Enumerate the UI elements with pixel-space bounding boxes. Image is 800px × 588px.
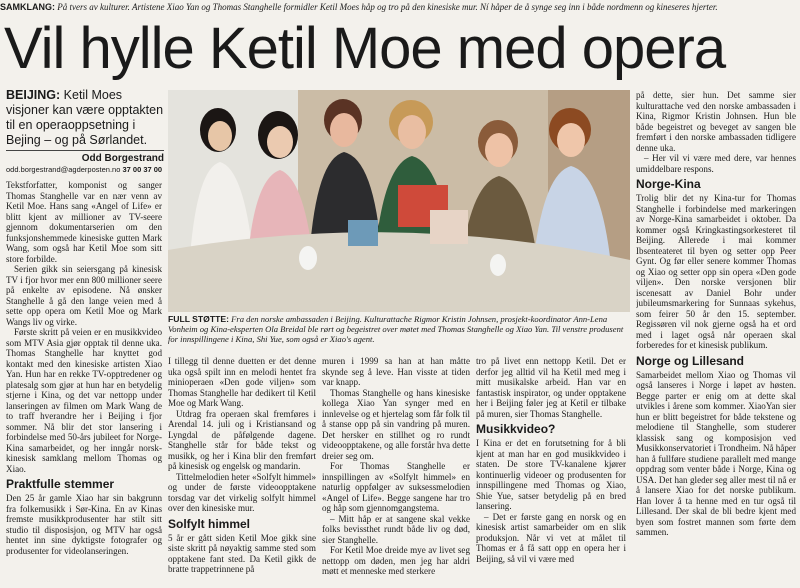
col1-paragraph: Den 25 år gamle Xiao har sin bakgrunn fra folkemusikk i Sør-Kina. En av Kinas fremste musikkprodusenter har stilt sitt studio til disposisjon, og MTV har også hentet inn sine dyktigste fotografer og produsenter for videolanseringen. xyxy=(6,493,162,556)
col5-heading: Norge-Kina xyxy=(636,177,701,191)
col4-paragraph: I Kina er det en forutsetning for å bli kjent at man har en god musikkvideo i staten. De store TV-kanalene kjører kontinuerlig videoer og produsenten for innspillingene med Thomas og Xiao, Shie Yue, satser betydelig på en bred lansering. xyxy=(476,438,626,511)
col4-heading: Musikkvideo? xyxy=(476,422,556,436)
col5-paragraph: – Her vil vi være med dere, var hennes umiddelbare respons. xyxy=(636,153,796,174)
col3-paragraph: muren i 1999 sa han at han måtte skynde seg å leve. Han visste at tiden var knapp. xyxy=(322,356,470,387)
article-column-4 xyxy=(476,356,626,585)
col1-paragraph: Tekstforfatter, komponist og sanger Thomas Stanghelle var en nær venn av Ketil Moe. Hans sang «Angel of Life» er blitt kjent av millioner av TV-seere gjennom dokumentarserien om den funksjonshemmede kinesiske gutten Mark Wang, som også har Ketil Moe som sitt store forbilde. xyxy=(6,180,162,264)
caption-text: Fra den norske ambassaden i Beijing. Kulturattache Rigmor Kristin Johnsen, prosjekt-koordinator Ann-Lena Vonheim og Kina-eksperten Ola Breidal ble rørt og begeistret over møtet med Thomas Stanghelle og Xiao Yan. Til venstre produsent for innspillingene i Kina, Shi Yue, som også er Xiao's agent. xyxy=(168,314,624,344)
photo-cup xyxy=(490,254,506,276)
col3-paragraph: – Mitt håp er at sangene skal vekke folks bevissthet rundt både liv og død, sier Stanghelle. xyxy=(322,513,470,545)
col5-heading-2: Norge og Lillesand xyxy=(636,353,745,368)
photo-cd-cover xyxy=(430,210,468,244)
col1-paragraph: Første skritt på veien er en musikkvideo som MTV Asia gjør opptak til denne uka. Thomas Stanghelle har knyttet god kontakt med den kinesiske artisten Xiao Yan. Hun har en rekke TV-opptredener og platesalg som gjør at hun har en betydelig stjerne i Kina, og det var nettopp under lanseringen av filmen om Mark Wang de to traff hverandre her i Beijing i fjor sommer. Nå blir det stor lansering i forbindelse med 50-års jubileet for Norge-Kina samarbeidet, og her inngår norsk-kinesisk samklang mellom Thomas og Xiao. xyxy=(6,327,162,474)
col1-heading: Praktfulle stemmer xyxy=(6,477,115,491)
article-column-2 xyxy=(168,356,316,585)
col5-paragraph: Trolig blir det ny Kina-tur for Thomas Stanghelle i forbindelse med markeringen av Norge-Kina samarbeidet i oktober. Da kommer også Kringkastingsorkesteret til Beijing. Allerede i mai kommer Ibsenteateret til byen og setter opp Peer Gynt. Og før eller senere kommer Thomas og Xiao og setter opp sin opera «Den gode viljen». Den norske versjonen blir iscenesatt av Daniel Bohr under jubileumsmarkering for Sunnaas sykehus, som feirer 50 år den 15. september. Regissøren vil nok gjerne også ha et ord med i laget også når operaen skal forberedes for et kinesisk publikum. xyxy=(636,193,796,350)
byline xyxy=(6,150,164,174)
photo-cup xyxy=(299,246,317,270)
photo-caption xyxy=(168,314,630,352)
col4-paragraph: – Det er første gang en norsk og en kinesisk artist samarbeider om en slik produksjon. Når vi vet at målet til Thomas er å få satt opp en opera her i Beijing, så vil vi være med xyxy=(476,511,626,564)
byline-email: odd.borgestrand@agderposten.no xyxy=(6,165,121,174)
col5-paragraph: på dette, sier hun. Det samme sier kulturattache ved den norske ambassaden i Kina, Rigmor Kristin Johnsen. Hun ble både begeistret og beveget av sangen ble fremført i den norske ambassaden tidligere denne uka. xyxy=(636,90,796,153)
col2-paragraph: Utdrag fra operaen skal fremføres i Arendal 14. juli og i Kristiansand og Lyngdal de påfølgende dagene. Stanghelle står for både tekst og musikk, og her i Kina blir den fremført på kinesisk og engelsk og mandarin. xyxy=(168,408,316,471)
lead-text: Ketil Moes visjoner kan være opptakten til en operaoppsetning i Bejing – og på Sørlandet. xyxy=(6,88,164,147)
photo-cd-cover xyxy=(348,220,378,246)
col1-paragraph: Serien gikk sin seiersgang på kinesisk TV i fjor hvor mer enn 800 millioner seere på enkelte av episodene. Nå ønsker Stanghelle å gå den lange veien med å sette opp opera om Ketil Moe og Mark Wangs liv og virke. xyxy=(6,264,162,327)
col4-paragraph: tro på livet enn nettopp Ketil. Det er derfor jeg alltid vil ha Ketil med meg i mitt musikalske arbeid. Han var en fantastisk inspirator, og under opptakene her i Beijing føler jeg at Ketil er tilbake på muren, sier Thomas Stanghelle. xyxy=(476,356,626,419)
kicker-strip xyxy=(0,0,800,14)
col3-paragraph: For Ketil Moe dreide mye av livet seg nettopp om døden, men jeg har aldri møtt et menneske med sterkere xyxy=(322,545,470,576)
col2-paragraph: I tillegg til denne duetten er det denne uka også spilt inn en melodi hentet fra minioperaen «Den gode viljen» som Thomas Stanghelle har dedikert til Ketil Moe og Mark Wang. xyxy=(168,356,316,408)
lead xyxy=(6,88,164,148)
kicker-text: På tvers av kulturer. Artistene Xiao Yan og Thomas Stanghelle formidler Ketil Moes håp og tro på den kinesiske mur. Ní håper de å synge seg inn i både nordmenn og kineseres hjerter. xyxy=(57,2,718,12)
article-column-5 xyxy=(636,90,796,585)
col3-paragraph: For Thomas Stanghelle er innspillingen av «Solfylt himmel» en naturlig oppfølger av suksessmelodien «Angel of Life». Begge sangene har tro og håp som gjennomgangstema. xyxy=(322,461,470,513)
col2-paragraph: 5 år er gått siden Ketil Moe gikk sine siste skritt på nøyaktig samme sted som opptakene fant sted. Da Ketil gikk de bratte trappetrinnene på xyxy=(168,532,316,574)
byline-contact xyxy=(6,165,164,174)
photo-illustration xyxy=(168,90,630,312)
lead-place: BEIJING: xyxy=(6,88,61,102)
article-column-1 xyxy=(6,180,162,585)
article-column-3 xyxy=(322,356,470,585)
byline-phone: 37 00 37 00 xyxy=(122,165,163,174)
caption-label: FULL STØTTE: xyxy=(168,314,229,324)
headline: Vil hylle Ketil Moe med opera xyxy=(4,16,726,81)
col2-heading: Solfylt himmel xyxy=(168,516,251,531)
group-photo xyxy=(168,90,630,312)
col5-paragraph: Samarbeidet mellom Xiao og Thomas vil også lanseres i Norge i løpet av høsten. Begge parter er enig om at dette skal utvikles i årene som kommer. XiaoYan sier hun er blitt begeistret for både tekstene og melodiene til Stanghelle, som studerer klassisk sang og komposisjon ved Musikkonservatoriet i Trondheim. Nå håper han å fullføre studiene parallelt med mange oppdrag som venter både i Norge, Kina og USA. Det han gleder seg aller mest til nå er å lansere Xiao for det norske publikum. Han lover å ta henne med en tur også til Lillesand. Der skal de bli bedre kjent med byen som fostret mannen som førte dem sammen. xyxy=(636,369,796,537)
byline-name: Odd Borgestrand xyxy=(81,153,164,164)
col3-paragraph: Thomas Stanghelle og hans kinesiske kollega Xiao Yan synger med en innlevelse og et hjertelag som får folk til å stanse opp på sin vandring på muren. Det hersker en stillhet og ro rundt videoopptakene, og alle forstår hva dette dreier seg om. xyxy=(322,387,470,461)
kicker-label: SAMKLANG: xyxy=(0,2,55,12)
col2-paragraph: Tittelmelodien heter «Solfylt himmel» og under de første videoopptakene torsdag var det virkelig solfylt himmel over den kinesiske mur. xyxy=(168,471,316,513)
